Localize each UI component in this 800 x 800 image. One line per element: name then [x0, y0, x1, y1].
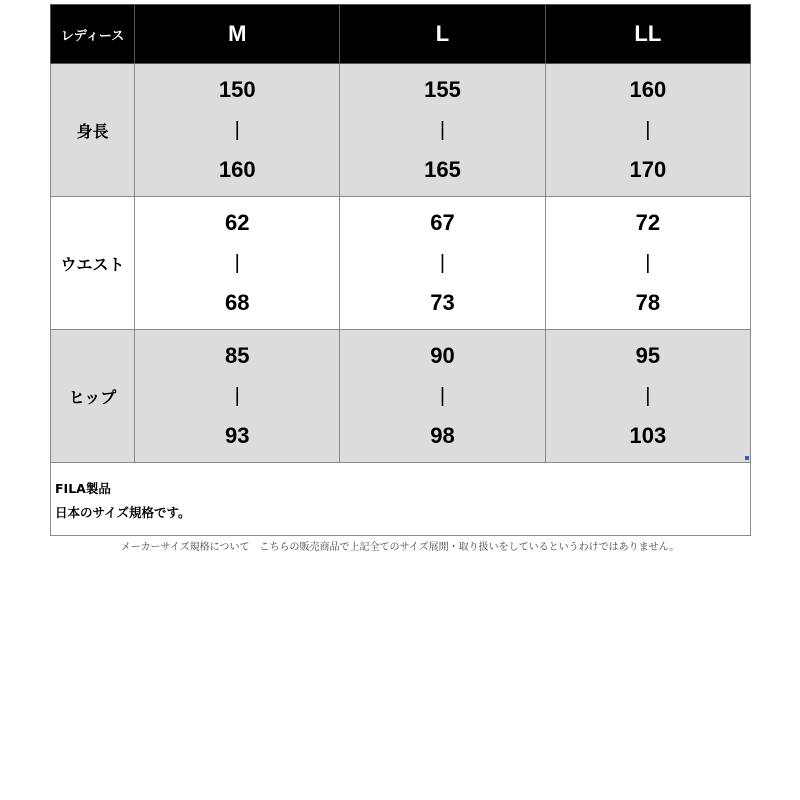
- header-size-cell: [340, 5, 545, 64]
- range-min: 155: [424, 77, 461, 102]
- row-label-cell: [51, 64, 135, 197]
- waist-l-cell: [340, 197, 545, 330]
- corner-marker: [745, 456, 749, 460]
- range-separator: |: [234, 119, 240, 141]
- range-value: [340, 64, 544, 196]
- height-l-cell: [340, 64, 545, 197]
- header-row: [51, 5, 751, 64]
- range-separator: |: [439, 385, 446, 407]
- range-separator: |: [439, 252, 446, 274]
- hip-ll-cell: [545, 330, 750, 463]
- range-value: [546, 197, 750, 329]
- size-chart-table: [50, 4, 751, 463]
- hip-l-cell: [340, 330, 545, 463]
- range-max: 98: [430, 423, 455, 448]
- range-value: [546, 330, 750, 462]
- range-value: [135, 64, 339, 196]
- range-value: [340, 197, 544, 329]
- range-max: 165: [424, 157, 461, 182]
- range-separator: |: [439, 119, 446, 141]
- range-separator: |: [645, 385, 651, 407]
- range-value: [135, 197, 339, 329]
- range-min: 150: [218, 77, 256, 102]
- range-value: [340, 330, 544, 462]
- range-min: 72: [635, 210, 661, 235]
- range-max: 93: [225, 423, 250, 448]
- range-min: 67: [430, 210, 455, 235]
- range-max: 170: [629, 157, 667, 182]
- range-value: [135, 330, 339, 462]
- range-max: 73: [430, 290, 455, 315]
- range-separator: |: [234, 252, 240, 274]
- range-max: 103: [629, 423, 667, 448]
- range-separator: |: [645, 119, 651, 141]
- waist-label: ウエスト: [60, 254, 125, 274]
- range-max: 68: [225, 290, 250, 315]
- range-min: 95: [635, 343, 661, 368]
- header-label-cell: [51, 5, 135, 64]
- notes-box: [50, 462, 751, 536]
- hip-label: ヒップ: [68, 387, 117, 407]
- standard-note: 日本のサイズ規格です。: [55, 505, 191, 520]
- header-size-cell: [545, 5, 750, 64]
- size-ll-header: LL: [634, 21, 662, 46]
- height-m-cell: [135, 64, 340, 197]
- range-max: 160: [218, 157, 256, 182]
- row-label-cell: [51, 197, 135, 330]
- height-row: [51, 64, 751, 197]
- height-ll-cell: [545, 64, 750, 197]
- range-min: 160: [629, 77, 667, 102]
- range-separator: |: [234, 385, 240, 407]
- hip-m-cell: [135, 330, 340, 463]
- waist-m-cell: [135, 197, 340, 330]
- range-separator: |: [645, 252, 651, 274]
- range-max: 78: [635, 290, 661, 315]
- footnote: メーカーサイズ規格について こちらの販売商品で上記全てのサイズ展開・取り扱いをしているというわけではありません。: [120, 542, 680, 553]
- height-label: 身長: [76, 121, 109, 141]
- waist-row: [51, 197, 751, 330]
- header-size-cell: [135, 5, 340, 64]
- size-l-header: L: [435, 21, 450, 46]
- range-value: [546, 64, 750, 196]
- brand-note: FILA製品: [55, 481, 111, 496]
- size-m-header: M: [228, 21, 247, 46]
- range-min: 62: [225, 210, 250, 235]
- row-label-cell: [51, 330, 135, 463]
- waist-ll-cell: [545, 197, 750, 330]
- hip-row: [51, 330, 751, 463]
- header-label: レディース: [60, 28, 125, 44]
- range-min: 90: [430, 343, 455, 368]
- range-min: 85: [225, 343, 250, 368]
